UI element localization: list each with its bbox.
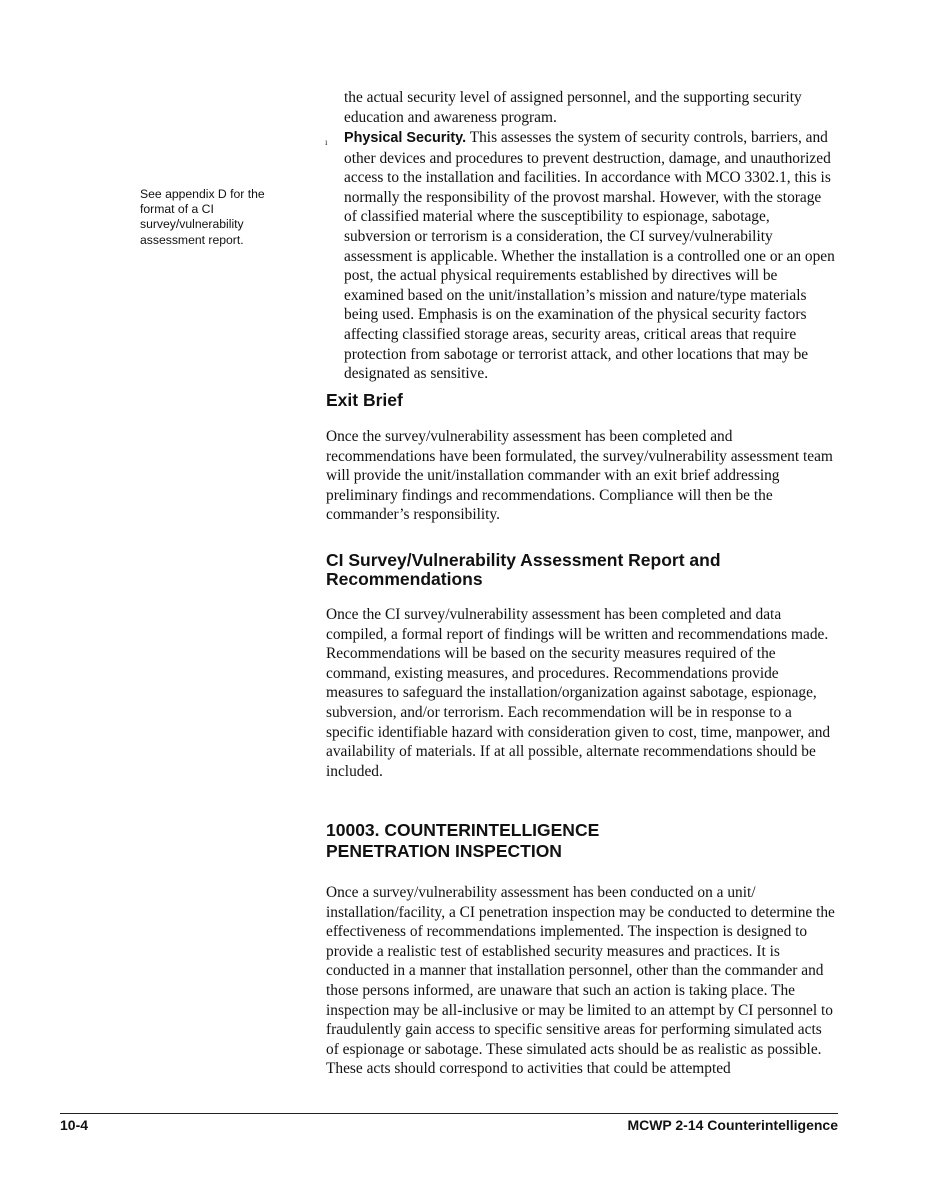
continuation-paragraph: the actual security level of assigned personnel, and the supporting security education and awareness program. xyxy=(344,89,802,126)
publication-title: MCWP 2-14 Counterintelligence xyxy=(627,1117,838,1133)
section-10003-heading-line2: PENETRATION INSPECTION xyxy=(326,841,562,861)
margin-note: See appendix D for the format of a CI survey/vulnerability assessment report. xyxy=(140,187,265,247)
bullet-marker: ı xyxy=(325,137,328,147)
physical-security-paragraph xyxy=(344,128,836,384)
section-10003-heading-line1: 10003. COUNTERINTELLIGENCE xyxy=(326,820,600,840)
physical-security-lead-in: Physical Security. xyxy=(344,130,467,146)
section-10003-paragraph: Once a survey/vulnerability assessment has been conducted on a unit/ installation/facility, a CI penetration inspection may be conducted to determine the effectiveness of recommendations implemented. The inspection is designed to provide a realistic test of established security measures and practices. It is conducted in a manner that installation personnel, other than the commander and those persons informed, are unaware that such an action is taking place. The inspection may be all-inclusive or may be limited to an attempt by CI personnel to fraudulently gain access to specific sensitive areas for performing simulated acts of espionage or sabotage. These simulated acts should be as realistic as possible. These acts should correspond to activities that could be attempted xyxy=(326,884,835,1078)
page-number: 10-4 xyxy=(60,1117,89,1133)
footer-divider xyxy=(60,1113,838,1114)
report-heading-line1: CI Survey/Vulnerability Assessment Report and xyxy=(326,550,721,570)
physical-security-text: This assesses the system of security controls, barriers, and other devices and procedures to prevent destruction, damage, and unauthorized access to the installation and facilities. In accordance with MCO 3302.1, this is normally the responsibility of the provost marshal. However, with the storage of classified material where the susceptibility to espionage, sabotage, subversion or terrorism is a consideration, the CI survey/vulnerability assessment is applicable. Whether the installation is a controlled one or an open post, the actual physical requirements established by directives will be examined based on the unit/installation’s mission and nature/type materials being used. Emphasis is on the examination of the physical security factors affecting classified storage areas, security areas, critical areas that require protection from sabotage or terrorist attack, and other locations that may be designated as sensitive. xyxy=(344,129,835,383)
exit-brief-heading: Exit Brief xyxy=(326,390,403,410)
report-paragraph: Once the CI survey/vulnerability assessment has been completed and data compiled, a formal report of findings will be written and recommendations made. Recommendations will be based on the security measures required of the command, existing measures, and procedures. Recommendations provide measures to safeguard the installation/organization against sabotage, espionage, subversion, and/or terrorism. Each recommendation will be in response to a specific identifiable hazard with consideration given to cost, time, manpower, and availability of materials. If at all possible, alternate recommendations should be included. xyxy=(326,606,831,780)
exit-brief-paragraph: Once the survey/vulnerability assessment has been completed and recommendations have been formulated, the survey/vulnerability assessment team will provide the unit/installation commander with an exit brief addressing preliminary findings and recommendations. Compliance will then be the commander’s responsibility. xyxy=(326,428,833,524)
report-heading-line2: Recommendations xyxy=(326,569,483,589)
report-heading xyxy=(326,551,838,589)
section-10003-heading xyxy=(326,820,838,862)
